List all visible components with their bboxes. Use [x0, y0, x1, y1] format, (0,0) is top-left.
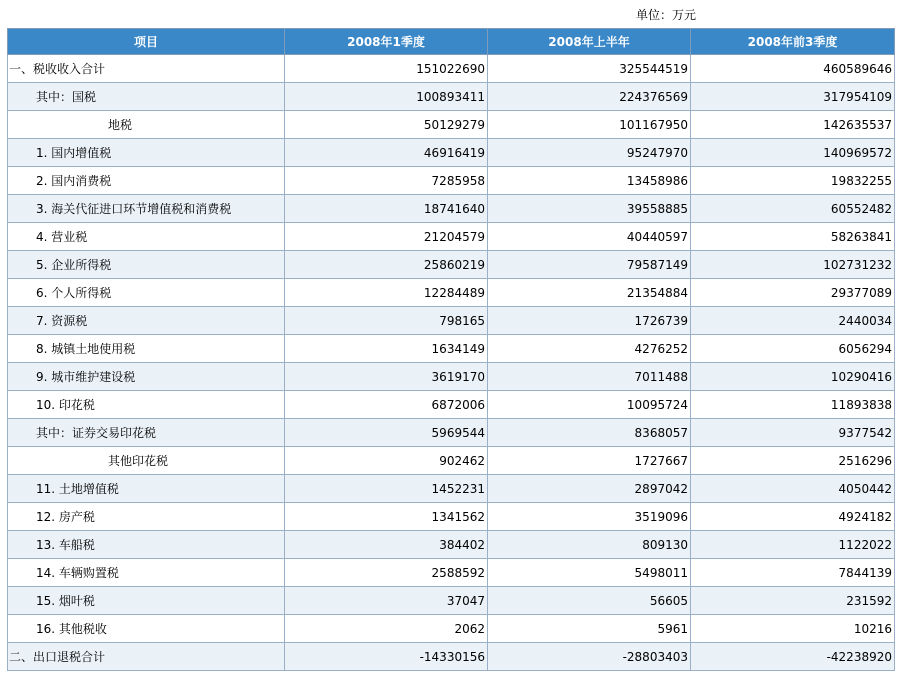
cell-2008-h1: 4276252 [488, 335, 691, 363]
table-row [8, 587, 895, 615]
row-item-label: 7. 资源税 [8, 307, 285, 335]
cell-2008-h1: 10095724 [488, 391, 691, 419]
row-item-label: 9. 城市维护建设税 [8, 363, 285, 391]
cell-2008-h1: 1727667 [488, 447, 691, 475]
cell-2008-first-3-quarters: 19832255 [691, 167, 895, 195]
cell-2008-h1: 39558885 [488, 195, 691, 223]
cell-2008-h1: 224376569 [488, 83, 691, 111]
cell-2008-first-3-quarters: 460589646 [691, 55, 895, 83]
table-row [8, 559, 895, 587]
table-row [8, 111, 895, 139]
cell-2008-first-3-quarters: 102731232 [691, 251, 895, 279]
row-item-label: 其中：证券交易印花税 [8, 419, 285, 447]
cell-2008-h1: 2897042 [488, 475, 691, 503]
row-item-label: 6. 个人所得税 [8, 279, 285, 307]
cell-2008-h1: 40440597 [488, 223, 691, 251]
cell-2008-q1: 2588592 [285, 559, 488, 587]
cell-2008-q1: 384402 [285, 531, 488, 559]
row-item-label: 16. 其他税收 [8, 615, 285, 643]
cell-2008-h1: 8368057 [488, 419, 691, 447]
cell-2008-q1: 100893411 [285, 83, 488, 111]
column-header-2008-q1: 2008年1季度 [285, 29, 488, 55]
row-item-label: 8. 城镇土地使用税 [8, 335, 285, 363]
tax-revenue-table [7, 28, 895, 671]
cell-2008-first-3-quarters: 142635537 [691, 111, 895, 139]
cell-2008-first-3-quarters: 231592 [691, 587, 895, 615]
table-row [8, 139, 895, 167]
cell-2008-h1: 5961 [488, 615, 691, 643]
table-row [8, 391, 895, 419]
table-row [8, 251, 895, 279]
row-item-label: 其他印花税 [8, 447, 285, 475]
cell-2008-h1: 325544519 [488, 55, 691, 83]
table-row [8, 83, 895, 111]
cell-2008-q1: 1634149 [285, 335, 488, 363]
cell-2008-q1: 21204579 [285, 223, 488, 251]
cell-2008-first-3-quarters: 58263841 [691, 223, 895, 251]
cell-2008-h1: 79587149 [488, 251, 691, 279]
cell-2008-first-3-quarters: 6056294 [691, 335, 895, 363]
cell-2008-q1: 37047 [285, 587, 488, 615]
row-item-label: 3. 海关代征进口环节增值税和消费税 [8, 195, 285, 223]
cell-2008-q1: 7285958 [285, 167, 488, 195]
row-item-label: 12. 房产税 [8, 503, 285, 531]
cell-2008-first-3-quarters: 2440034 [691, 307, 895, 335]
cell-2008-first-3-quarters: 140969572 [691, 139, 895, 167]
cell-2008-h1: 5498011 [488, 559, 691, 587]
cell-2008-first-3-quarters: 2516296 [691, 447, 895, 475]
table-row [8, 447, 895, 475]
cell-2008-first-3-quarters: 11893838 [691, 391, 895, 419]
table-row [8, 643, 895, 671]
row-item-label: 11. 土地增值税 [8, 475, 285, 503]
table-row [8, 335, 895, 363]
table-body [8, 55, 895, 671]
cell-2008-first-3-quarters: -42238920 [691, 643, 895, 671]
table-row [8, 503, 895, 531]
cell-2008-q1: 50129279 [285, 111, 488, 139]
table-row [8, 223, 895, 251]
row-item-label: 1. 国内增值税 [8, 139, 285, 167]
row-item-label: 地税 [8, 111, 285, 139]
cell-2008-h1: 3519096 [488, 503, 691, 531]
cell-2008-h1: 809130 [488, 531, 691, 559]
cell-2008-q1: 2062 [285, 615, 488, 643]
cell-2008-h1: -28803403 [488, 643, 691, 671]
row-item-label: 5. 企业所得税 [8, 251, 285, 279]
column-header-2008-first-3-quarters: 2008年前3季度 [691, 29, 895, 55]
table-row [8, 363, 895, 391]
cell-2008-first-3-quarters: 4924182 [691, 503, 895, 531]
column-header-2008-h1: 2008年上半年 [488, 29, 691, 55]
cell-2008-first-3-quarters: 10216 [691, 615, 895, 643]
row-item-label: 15. 烟叶税 [8, 587, 285, 615]
table-row [8, 419, 895, 447]
cell-2008-first-3-quarters: 1122022 [691, 531, 895, 559]
cell-2008-first-3-quarters: 10290416 [691, 363, 895, 391]
cell-2008-q1: 3619170 [285, 363, 488, 391]
cell-2008-q1: 902462 [285, 447, 488, 475]
cell-2008-first-3-quarters: 9377542 [691, 419, 895, 447]
table-row [8, 55, 895, 83]
row-item-label: 其中：国税 [8, 83, 285, 111]
cell-2008-q1: 1341562 [285, 503, 488, 531]
column-header-item: 项目 [8, 29, 285, 55]
cell-2008-q1: 18741640 [285, 195, 488, 223]
cell-2008-h1: 95247970 [488, 139, 691, 167]
row-item-label: 13. 车船税 [8, 531, 285, 559]
cell-2008-q1: -14330156 [285, 643, 488, 671]
cell-2008-q1: 46916419 [285, 139, 488, 167]
cell-2008-first-3-quarters: 60552482 [691, 195, 895, 223]
table-row [8, 167, 895, 195]
row-item-label: 二、出口退税合计 [8, 643, 285, 671]
cell-2008-h1: 21354884 [488, 279, 691, 307]
table-row [8, 279, 895, 307]
cell-2008-q1: 6872006 [285, 391, 488, 419]
cell-2008-q1: 1452231 [285, 475, 488, 503]
table-row [8, 307, 895, 335]
cell-2008-q1: 5969544 [285, 419, 488, 447]
table-row [8, 475, 895, 503]
unit-label: 单位：万元 [636, 8, 697, 22]
table-row [8, 195, 895, 223]
table-row [8, 531, 895, 559]
row-item-label: 4. 营业税 [8, 223, 285, 251]
cell-2008-h1: 1726739 [488, 307, 691, 335]
cell-2008-q1: 798165 [285, 307, 488, 335]
cell-2008-q1: 25860219 [285, 251, 488, 279]
table-header-row [8, 29, 895, 55]
row-item-label: 一、税收收入合计 [8, 55, 285, 83]
cell-2008-q1: 12284489 [285, 279, 488, 307]
cell-2008-q1: 151022690 [285, 55, 488, 83]
row-item-label: 10. 印花税 [8, 391, 285, 419]
table-row [8, 615, 895, 643]
cell-2008-first-3-quarters: 317954109 [691, 83, 895, 111]
row-item-label: 2. 国内消费税 [8, 167, 285, 195]
cell-2008-h1: 13458986 [488, 167, 691, 195]
cell-2008-h1: 7011488 [488, 363, 691, 391]
row-item-label: 14. 车辆购置税 [8, 559, 285, 587]
cell-2008-h1: 101167950 [488, 111, 691, 139]
cell-2008-first-3-quarters: 7844139 [691, 559, 895, 587]
cell-2008-first-3-quarters: 4050442 [691, 475, 895, 503]
cell-2008-h1: 56605 [488, 587, 691, 615]
cell-2008-first-3-quarters: 29377089 [691, 279, 895, 307]
